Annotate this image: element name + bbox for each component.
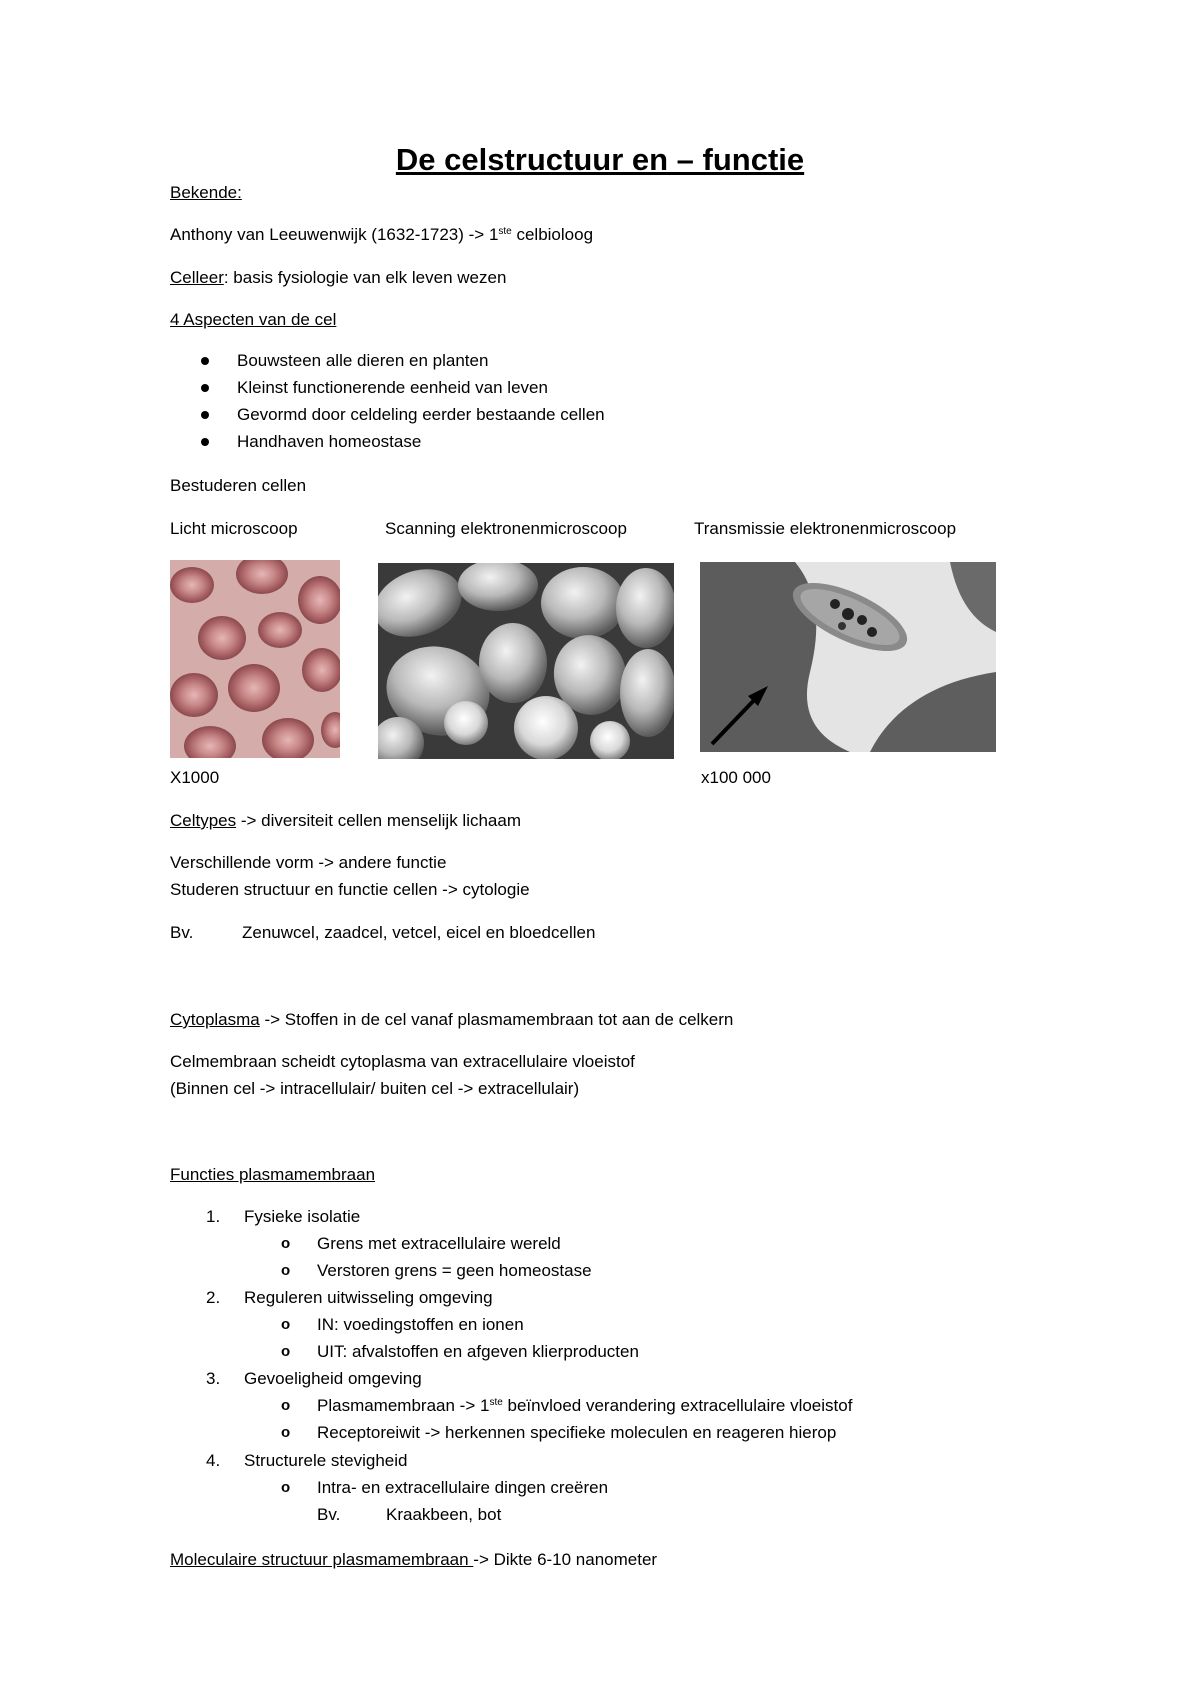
licht-magnification: X1000 [170,768,220,787]
bv-label: Bv. [170,923,194,942]
sub-item: Intra- en extracellulaire dingen creëren [317,1478,609,1497]
bullet-icon [201,438,209,446]
sub-item: Grens met extracellulaire wereld [317,1234,561,1253]
sub-marker: o [281,1343,291,1360]
cytoplasma-line [170,1010,733,1030]
list-item: Reguleren uitwisseling omgeving [244,1288,493,1307]
cytoplasma-text: -> Stoffen in de cel vanaf plasmamembraan tot aan de celkern [259,1010,734,1029]
licht-label: Licht microscoop [170,519,298,538]
binnen-line: (Binnen cel -> intracellulair/ buiten cel -> extracellulair) [170,1079,580,1098]
bestuderen-line: Bestuderen cellen [170,476,307,495]
list-item: Fysieke isolatie [244,1207,361,1226]
sub-marker: o [281,1235,291,1252]
list-item: Gevormd door celdeling eerder bestaande cellen [237,405,605,424]
vorm-line: Verschillende vorm -> andere functie [170,853,447,872]
sub-item: IN: voedingstoffen en ionen [317,1315,524,1334]
celtypes-text: -> diversiteit cellen menselijk lichaam [236,811,521,830]
sub-marker: o [281,1424,291,1441]
list-item: Gevoeligheid omgeving [244,1369,422,1388]
leeuwenhoek-sup: ste [498,226,512,237]
celtypes-term: Celtypes [170,811,237,830]
leeuwenhoek-after: celbioloog [511,225,594,244]
list-number: 1. [206,1207,221,1226]
aspecten-heading: 4 Aspecten van de cel [170,310,337,329]
sub-item: Verstoren grens = geen homeostase [317,1261,592,1280]
bv-text: Zenuwcel, zaadcel, vetcel, eicel en bloedcellen [242,923,596,942]
bullet-icon [201,384,209,392]
cytoplasma-term: Cytoplasma [170,1010,260,1029]
bullet-icon [201,357,209,365]
celleer-text: : basis fysiologie van elk leven wezen [223,268,507,287]
leeuwenhoek-line [170,225,593,245]
moleculaire-line [170,1550,657,1570]
sub-marker: o [281,1262,291,1279]
sub-item: UIT: afvalstoffen en afgeven klierproducten [317,1342,639,1361]
moleculaire-text: -> Dikte 6-10 nanometer [473,1550,658,1569]
scanning-label: Scanning elektronenmicroscoop [385,519,627,538]
transmissie-magnification: x100 000 [701,768,771,787]
functies-heading: Functies plasmamembraan [170,1165,376,1184]
sub-item-after: beïnvloed verandering extracellulaire vloeistof [502,1396,853,1415]
transmissie-label: Transmissie elektronenmicroscoop [694,519,957,538]
list-number: 2. [206,1288,221,1307]
list-item: Structurele stevigheid [244,1451,408,1470]
sub-item: Receptoreiwit -> herkennen specifieke moleculen en reageren hierop [317,1423,837,1442]
light-microscope-image [170,560,340,758]
bullet-icon [201,411,209,419]
page-title: De celstructuur en – functie [395,142,805,177]
bekende-heading: Bekende: [170,183,242,202]
sub-marker: o [281,1479,291,1496]
celleer-line [170,268,506,288]
celleer-term: Celleer [170,268,224,287]
list-number: 3. [206,1369,221,1388]
sub-marker: o [281,1397,291,1414]
list-item: Bouwsteen alle dieren en planten [237,351,489,370]
sub-item-text: Plasmamembraan -> 1 [317,1396,490,1415]
sub-item-sup: ste [489,1397,503,1408]
bv-text: Kraakbeen, bot [386,1505,502,1524]
list-item: Kleinst functionerende eenheid van leven [237,378,548,397]
scanning-microscope-image [378,563,674,759]
sub-marker: o [281,1316,291,1333]
list-number: 4. [206,1451,221,1470]
leeuwenhoek-text: Anthony van Leeuwenwijk (1632-1723) -> 1 [170,225,499,244]
celtypes-line [170,811,521,831]
cytologie-line: Studeren structuur en functie cellen -> cytologie [170,880,530,899]
celmembraan-line: Celmembraan scheidt cytoplasma van extracellulaire vloeistof [170,1052,635,1071]
bv-label: Bv. [317,1505,341,1524]
transmission-microscope-image [700,562,996,752]
list-item: Handhaven homeostase [237,432,422,451]
moleculaire-term: Moleculaire structuur plasmamembraan [170,1550,474,1569]
sub-item [317,1396,852,1416]
